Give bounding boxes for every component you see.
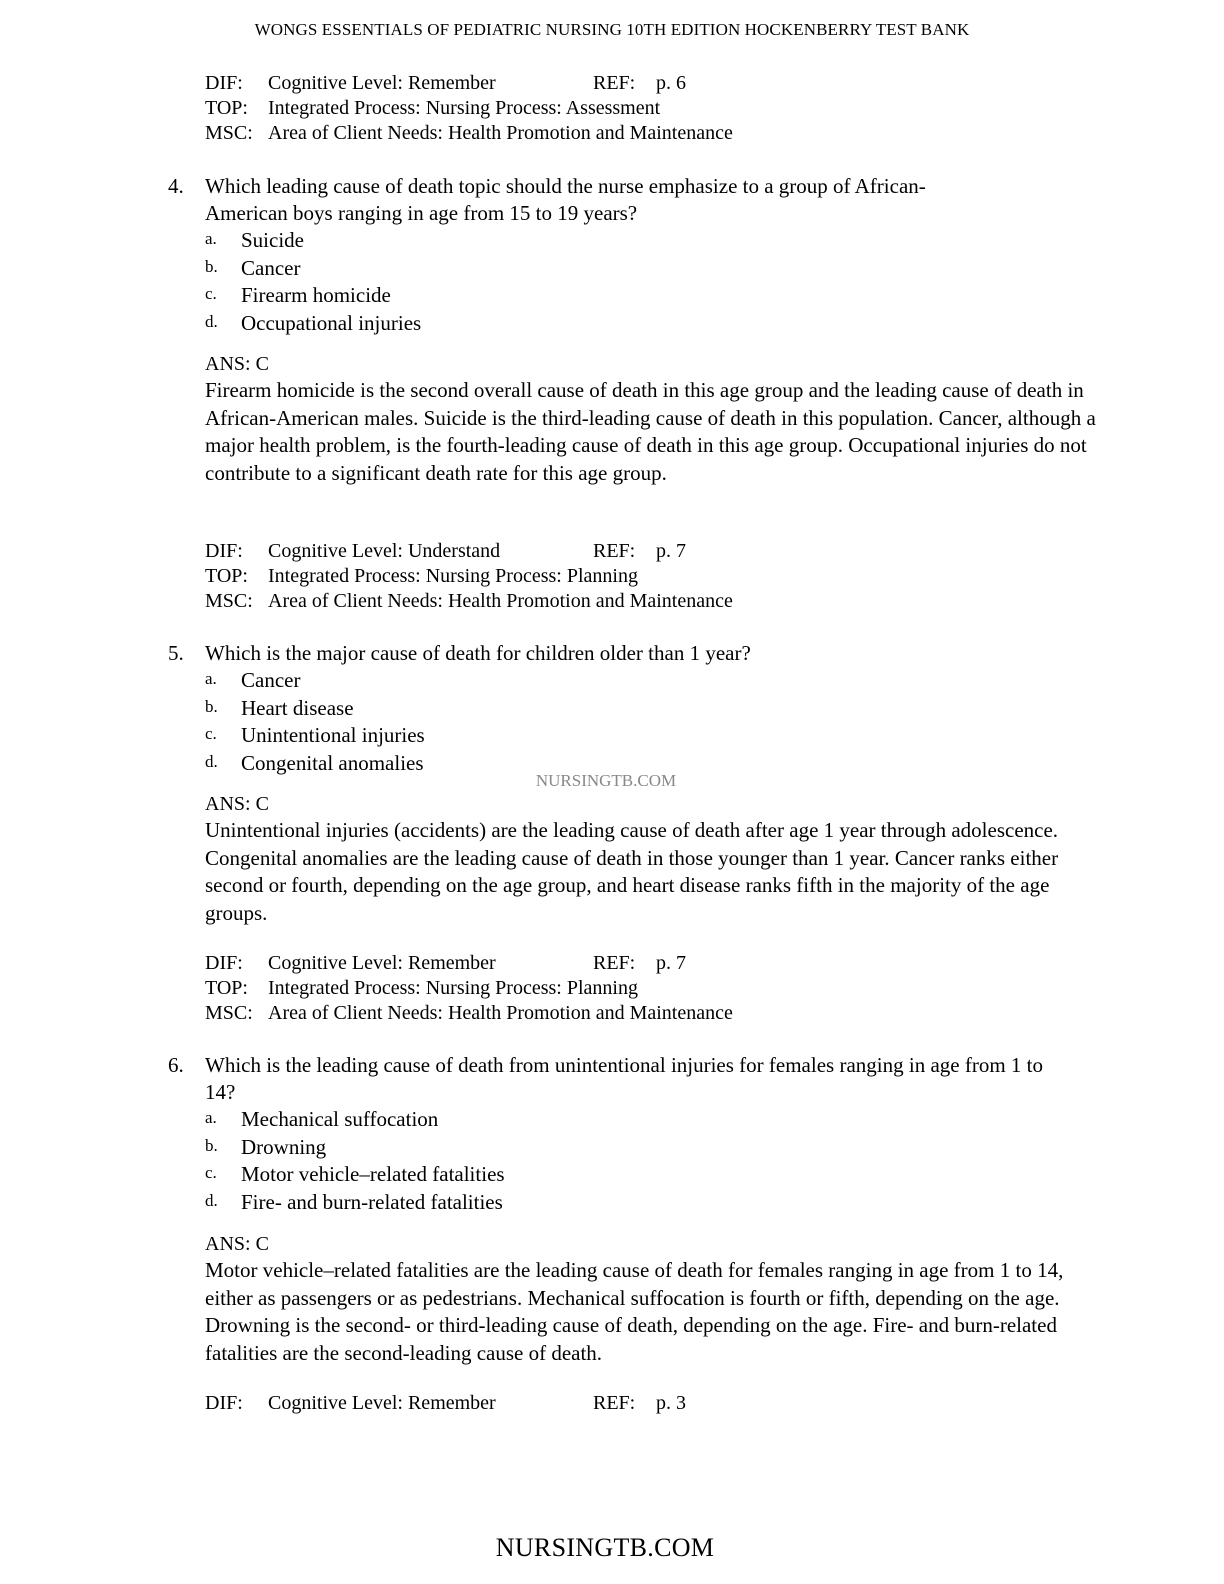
answer-rationale: Motor vehicle–related fatalities are the leading cause of death for females ranging in age from 1 to 14, either as passengers or as pedestrians. Mechanical suffocation is fourth or fifth, depending on the age. Drowning is the second- or third-leading cause of death, depending on the age. Fire- and burn-related fatalities are the second-leading cause of death.: [205, 1258, 1064, 1365]
option-text: Drowning: [241, 1134, 327, 1159]
dif-value: Cognitive Level: Remember: [268, 952, 496, 974]
option-b: [205, 1134, 1108, 1162]
question-6: [168, 1052, 1108, 1216]
option-list: [205, 1106, 1108, 1216]
option-text: Congenital anomalies: [241, 750, 424, 775]
watermark-text: NURSINGTB.COM: [535, 771, 677, 790]
option-a: [205, 1106, 1108, 1134]
option-text: Cancer: [241, 668, 301, 692]
answer-block-q6: [205, 1231, 1105, 1367]
option-letter: b.: [205, 256, 218, 276]
msc-label: MSC:: [205, 122, 253, 144]
ref-value: p. 7: [656, 952, 686, 974]
option-text: Suicide: [241, 228, 304, 252]
dif-label: DIF:: [205, 1392, 243, 1414]
top-label: TOP:: [205, 565, 248, 587]
option-letter: d.: [205, 751, 218, 771]
answer-block-q4: [205, 351, 1105, 487]
option-d: [205, 1189, 1108, 1217]
answer-key: ANS: C: [205, 793, 269, 815]
option-letter: d.: [205, 1190, 218, 1210]
option-letter: b.: [205, 696, 218, 716]
top-value: Integrated Process: Nursing Process: Planning: [268, 565, 638, 587]
option-letter: c.: [205, 724, 217, 743]
option-letter: d.: [205, 311, 218, 331]
option-list: [205, 227, 1108, 337]
msc-label: MSC:: [205, 1002, 253, 1024]
question-4: [168, 173, 1108, 337]
page-header: WONGS ESSENTIALS OF PEDIATRIC NURSING 10TH EDITION HOCKENBERRY TEST BANK: [254, 20, 970, 39]
dif-label: DIF:: [205, 540, 243, 562]
answer-key: ANS: C: [205, 1233, 269, 1255]
option-letter: b.: [205, 1135, 218, 1155]
dif-value: Cognitive Level: Understand: [268, 540, 501, 562]
ref-label: REF:: [593, 540, 636, 562]
question-stem: Which leading cause of death topic should the nurse emphasize to a group of African-American boys ranging in age from 15 to 19 years?: [205, 174, 926, 225]
option-d: [205, 310, 1108, 338]
question-stem: Which is the major cause of death for children older than 1 year?: [205, 641, 751, 665]
msc-value: Area of Client Needs: Health Promotion and Maintenance: [268, 590, 733, 612]
top-value: Integrated Process: Nursing Process: Assessment: [268, 97, 661, 119]
msc-value: Area of Client Needs: Health Promotion and Maintenance: [268, 122, 733, 144]
option-letter: c.: [205, 284, 217, 303]
dif-value: Cognitive Level: Remember: [268, 72, 496, 94]
option-a: [205, 227, 1108, 255]
ref-label: REF:: [593, 72, 636, 94]
dif-label: DIF:: [205, 72, 243, 94]
option-text: Firearm homicide: [241, 283, 391, 307]
ref-value: p. 3: [656, 1392, 686, 1414]
ref-value: p. 6: [656, 72, 686, 94]
option-text: Mechanical suffocation: [241, 1107, 439, 1131]
option-text: Motor vehicle–related fatalities: [241, 1162, 505, 1186]
option-text: Unintentional injuries: [241, 723, 425, 747]
option-text: Occupational injuries: [241, 310, 422, 335]
option-letter: a.: [205, 229, 217, 248]
answer-rationale: Firearm homicide is the second overall cause of death in this age group and the leading cause of death in African-American males. Suicide is the third-leading cause of death in this population. Cancer, although a major health problem, is the fourth-leading cause of death in this age group. Occupational injuries do not contribute to a significant death rate for this age group.: [205, 378, 1096, 485]
option-list: [205, 667, 1108, 777]
question-number: 5.: [168, 641, 184, 665]
option-b: [205, 255, 1108, 283]
msc-value: Area of Client Needs: Health Promotion and Maintenance: [268, 1002, 733, 1024]
question-5: [168, 640, 1108, 777]
question-stem: Which is the leading cause of death from unintentional injuries for females ranging in age from 1 to 14?: [205, 1053, 1043, 1104]
option-text: Fire- and burn-related fatalities: [241, 1189, 503, 1214]
answer-rationale: Unintentional injuries (accidents) are the leading cause of death after age 1 year through adolescence. Congenital anomalies are the leading cause of death in those younger than 1 year. Cancer ranks either second or fourth, depending on the age group, and heart disease ranks fifth in the majority of the age groups.: [205, 818, 1059, 925]
option-letter: a.: [205, 669, 217, 688]
top-label: TOP:: [205, 97, 248, 119]
ref-label: REF:: [593, 952, 636, 974]
option-c: [205, 722, 1108, 750]
dif-label: DIF:: [205, 952, 243, 974]
page-footer: NURSINGTB.COM: [495, 1533, 715, 1562]
option-c: [205, 1161, 1108, 1189]
option-b: [205, 695, 1108, 723]
ref-value: p. 7: [656, 540, 686, 562]
answer-key: ANS: C: [205, 353, 269, 375]
option-a: [205, 667, 1108, 695]
answer-block-q5: [205, 791, 1105, 927]
option-letter: c.: [205, 1163, 217, 1182]
top-value: Integrated Process: Nursing Process: Planning: [268, 977, 638, 999]
option-c: [205, 282, 1108, 310]
dif-value: Cognitive Level: Remember: [268, 1392, 496, 1414]
option-text: Heart disease: [241, 695, 354, 720]
msc-label: MSC:: [205, 590, 253, 612]
ref-label: REF:: [593, 1392, 636, 1414]
top-label: TOP:: [205, 977, 248, 999]
option-text: Cancer: [241, 255, 301, 280]
question-number: 4.: [168, 174, 184, 198]
question-number: 6.: [168, 1053, 184, 1077]
option-letter: a.: [205, 1108, 217, 1127]
